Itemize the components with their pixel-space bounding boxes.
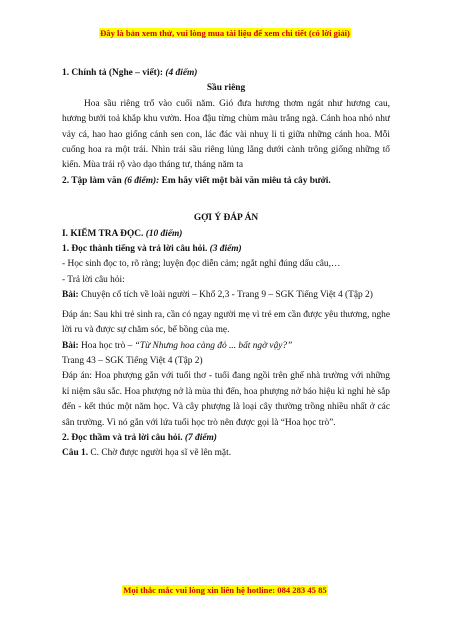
q1-answer-label: - Trả lời câu hỏi: — [62, 274, 125, 285]
preview-banner — [0, 28, 450, 39]
bai1-line: Bài: Chuyện cổ tích về loài người – Khổ 2,3 - Trang 9 – SGK Tiếng Việt 4 (Tập 2) — [62, 290, 373, 301]
bai2-line: Bài: Hoa học trò – “Từ Nhưng hoa càng đỏ ... bất ngờ vậy?” — [62, 340, 293, 351]
cau1-line: Câu 1. C. Chờ được người họa sĩ vẽ lên mặt. — [62, 448, 232, 459]
part1-heading: I. KIỂM TRA ĐỌC. (10 điểm) — [62, 228, 183, 239]
q2-heading: 2. Đọc thầm và trả lời câu hỏi. (7 điểm) — [62, 432, 217, 443]
preview-banner-text: Đây là bản xem thử, vui lòng mua tài liệu để xem chi tiết (có lời giải) — [100, 28, 350, 38]
dap-an1-line: Đáp án: Sau khi trẻ sinh ra, cần có ngay người mẹ vì trẻ em cần được yêu thương, nghe lời ru và được sự chăm sóc, bế bồng của mẹ. — [62, 309, 391, 336]
dap-an2-line: Đáp án: Hoa phượng gắn với tuổi thơ - tuổi đang ngồi trên ghế nhà trường với những kỉ niệm sâu sắc. Hoa phượng nở là mùa thi đến, hoa phượng nở báo hiệu kì nghỉ hè sắp đến - kết thúc một năm học. Và cây phượng là loại cây thường trồng nhiều nhất ở các sân trường. Vì nó gắn với lứa tuổi học trò nên được gọi là “Hoa học trò”. — [62, 371, 390, 428]
section2-heading: 2. Tập làm văn (6 điểm): Em hãy viết một bài văn miêu tả cây bưởi. — [62, 175, 331, 186]
q1-instruction: - Học sinh đọc to, rõ ràng; luyện đọc diễn cảm; ngắt nghỉ đúng dấu câu,… — [62, 259, 341, 270]
document-body — [62, 66, 390, 462]
q1-heading: 1. Đọc thành tiếng và trả lời câu hỏi. (3 điểm) — [62, 244, 242, 255]
section1-heading: 1. Chính tả (Nghe – viết): (4 điểm) — [62, 68, 198, 78]
answer-heading: GỢI Ý ĐÁP ÁN — [193, 213, 259, 224]
passage-text: Hoa sầu riêng trổ vào cuối năm. Gió đưa hương thơm ngát như hương cau, hương bưởi toả khắp khu vườn. Hoa đậu từng chùm màu trắng ngà. Cánh hoa nhỏ như vảy cá, hao hao giống cánh sen con, lác đác vài nhuỵ li ti giữa những cánh hoa. Mỗi cuống hoa ra một trái. Nhìn trái sầu riêng lủng lẳng dưới cành trông giống những tổ kiến. Mùa trái rộ vào dạo tháng tư, tháng năm ta — [62, 98, 390, 171]
hotline-banner-text: Mọi thắc mắc vui lòng xin liên hệ hotline: 084 283 45 85 — [123, 585, 327, 595]
passage-title: Sầu riêng — [206, 83, 246, 94]
hotline-banner — [0, 585, 450, 596]
bai2-page: Trang 43 – SGK Tiếng Việt 4 (Tập 2) — [62, 355, 203, 366]
